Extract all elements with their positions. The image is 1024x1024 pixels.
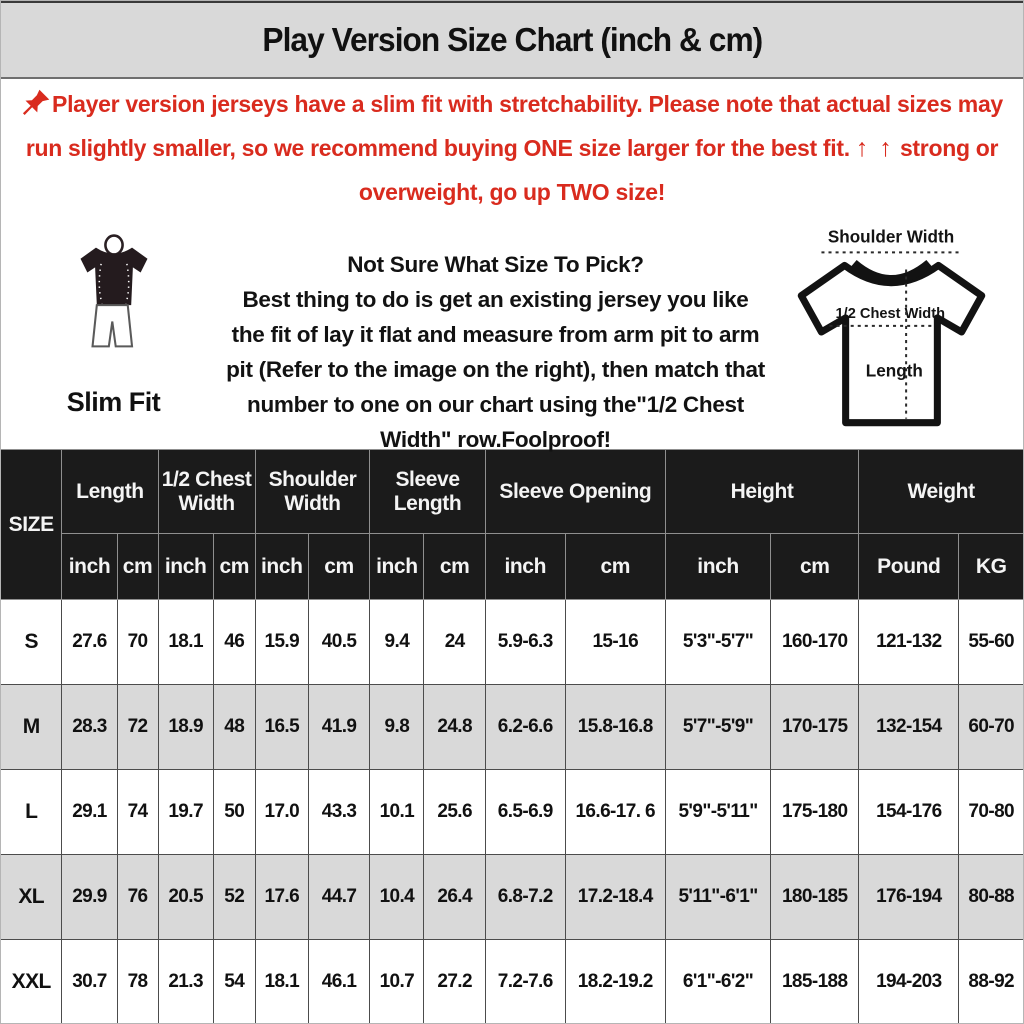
value-cell: 46.1 [308, 940, 369, 1024]
value-cell: 9.8 [370, 685, 424, 770]
notice-text-end: strong or overweight, go up TWO size! [358, 135, 999, 205]
value-cell: 121-132 [859, 600, 959, 685]
value-cell: 88-92 [959, 940, 1024, 1024]
value-cell: 5'3"-5'7" [665, 600, 770, 685]
table-header-units [1, 534, 1024, 600]
size-cell: XL [1, 855, 62, 940]
value-cell: 10.4 [370, 855, 424, 940]
table-row [1, 685, 1024, 770]
value-cell: 132-154 [859, 685, 959, 770]
value-cell: 160-170 [771, 600, 859, 685]
title-bar [1, 1, 1023, 79]
slim-fit-label: Slim Fit [66, 387, 161, 417]
value-cell: 24.8 [424, 685, 485, 770]
value-cell: 70-80 [959, 770, 1024, 855]
value-cell: 9.4 [370, 600, 424, 685]
value-cell: 50 [213, 770, 255, 855]
value-cell: 18.9 [158, 685, 213, 770]
fit-guide-heading: Not Sure What Size To Pick? [347, 252, 644, 277]
unit-header: cm [565, 534, 665, 600]
value-cell: 46 [213, 600, 255, 685]
slim-fit-illustration-icon [63, 233, 165, 379]
size-cell: S [1, 600, 62, 685]
page-title: Play Version Size Chart (inch & cm) [262, 21, 762, 58]
up-arrows-icon: ↑ ↑ [855, 134, 894, 163]
col-header-sleeve-opening: Sleeve Opening [485, 450, 665, 534]
fit-guide-body: Best thing to do is get an existing jersey you like the fit of lay it flat and measure from arm pit to arm pit (Refer to the image on the right), then match that number to one on our chart using the"1/2 Chest Width" row.Foolproof! [226, 287, 765, 453]
value-cell: 76 [117, 855, 158, 940]
measurement-diagram [765, 219, 1023, 449]
notice-text-start: Player version jerseys have a slim fit with stretchability. Please note that actual sizes may run slightly smaller, so we recommend buying ONE size larger for the best fit. [25, 91, 1003, 162]
table-row [1, 855, 1024, 940]
value-cell: 72 [117, 685, 158, 770]
value-cell: 40.5 [308, 600, 369, 685]
value-cell: 6.8-7.2 [485, 855, 565, 940]
unit-header: inch [62, 534, 117, 600]
size-table-body [1, 600, 1024, 1024]
value-cell: 55-60 [959, 600, 1024, 685]
value-cell: 29.1 [62, 770, 117, 855]
value-cell: 5.9-6.3 [485, 600, 565, 685]
col-header-size: SIZE [1, 450, 62, 600]
value-cell: 15.8-16.8 [565, 685, 665, 770]
unit-header: cm [424, 534, 485, 600]
value-cell: 5'7"-5'9" [665, 685, 770, 770]
slim-fit-figure [1, 219, 226, 449]
value-cell: 194-203 [859, 940, 959, 1024]
value-cell: 27.6 [62, 600, 117, 685]
size-table [0, 449, 1024, 1024]
value-cell: 28.3 [62, 685, 117, 770]
value-cell: 16.6-17. 6 [565, 770, 665, 855]
value-cell: 170-175 [771, 685, 859, 770]
col-header-height: Height [665, 450, 858, 534]
value-cell: 10.1 [370, 770, 424, 855]
pushpin-icon [21, 88, 51, 118]
unit-header: cm [771, 534, 859, 600]
value-cell: 15.9 [255, 600, 308, 685]
value-cell: 26.4 [424, 855, 485, 940]
diagram-length-label: Length [865, 360, 923, 381]
table-row [1, 770, 1024, 855]
value-cell: 80-88 [959, 855, 1024, 940]
value-cell: 70 [117, 600, 158, 685]
value-cell: 17.6 [255, 855, 308, 940]
value-cell: 176-194 [859, 855, 959, 940]
fit-notice-text [7, 84, 1017, 213]
value-cell: 60-70 [959, 685, 1024, 770]
col-header-sleeve-length: Sleeve Length [370, 450, 486, 534]
unit-header: cm [213, 534, 255, 600]
fit-guide-text [226, 219, 765, 453]
size-cell: XXL [1, 940, 62, 1024]
value-cell: 17.2-18.4 [565, 855, 665, 940]
col-header-weight: Weight [859, 450, 1024, 534]
value-cell: 16.5 [255, 685, 308, 770]
unit-header: inch [485, 534, 565, 600]
value-cell: 18.1 [255, 940, 308, 1024]
value-cell: 19.7 [158, 770, 213, 855]
unit-header: KG [959, 534, 1024, 600]
value-cell: 175-180 [771, 770, 859, 855]
value-cell: 52 [213, 855, 255, 940]
value-cell: 20.5 [158, 855, 213, 940]
value-cell: 78 [117, 940, 158, 1024]
value-cell: 44.7 [308, 855, 369, 940]
value-cell: 74 [117, 770, 158, 855]
col-header-chest: 1/2 Chest Width [158, 450, 255, 534]
value-cell: 5'9"-5'11" [665, 770, 770, 855]
value-cell: 21.3 [158, 940, 213, 1024]
value-cell: 25.6 [424, 770, 485, 855]
diagram-chest-label: 1/2 Chest Width [835, 305, 946, 322]
fit-guide-section [1, 219, 1023, 453]
fit-notice-section [1, 79, 1023, 219]
value-cell: 18.1 [158, 600, 213, 685]
tshirt-diagram-icon [765, 223, 1017, 447]
value-cell: 24 [424, 600, 485, 685]
value-cell: 7.2-7.6 [485, 940, 565, 1024]
unit-header: inch [158, 534, 213, 600]
col-header-shoulder: Shoulder Width [255, 450, 370, 534]
value-cell: 54 [213, 940, 255, 1024]
value-cell: 27.2 [424, 940, 485, 1024]
unit-header: cm [308, 534, 369, 600]
unit-header: inch [370, 534, 424, 600]
value-cell: 15-16 [565, 600, 665, 685]
unit-header: cm [117, 534, 158, 600]
value-cell: 29.9 [62, 855, 117, 940]
unit-header: Pound [859, 534, 959, 600]
table-row [1, 600, 1024, 685]
value-cell: 17.0 [255, 770, 308, 855]
value-cell: 18.2-19.2 [565, 940, 665, 1024]
col-header-length: Length [62, 450, 158, 534]
size-cell: M [1, 685, 62, 770]
value-cell: 48 [213, 685, 255, 770]
value-cell: 6.2-6.6 [485, 685, 565, 770]
table-row [1, 940, 1024, 1024]
value-cell: 6.5-6.9 [485, 770, 565, 855]
value-cell: 10.7 [370, 940, 424, 1024]
unit-header: inch [665, 534, 770, 600]
value-cell: 30.7 [62, 940, 117, 1024]
value-cell: 154-176 [859, 770, 959, 855]
value-cell: 41.9 [308, 685, 369, 770]
value-cell: 43.3 [308, 770, 369, 855]
value-cell: 180-185 [771, 855, 859, 940]
value-cell: 185-188 [771, 940, 859, 1024]
size-cell: L [1, 770, 62, 855]
unit-header: inch [255, 534, 308, 600]
diagram-shoulder-label: Shoulder Width [827, 226, 955, 247]
table-header-groups [1, 450, 1024, 534]
value-cell: 5'11"-6'1" [665, 855, 770, 940]
value-cell: 6'1"-6'2" [665, 940, 770, 1024]
